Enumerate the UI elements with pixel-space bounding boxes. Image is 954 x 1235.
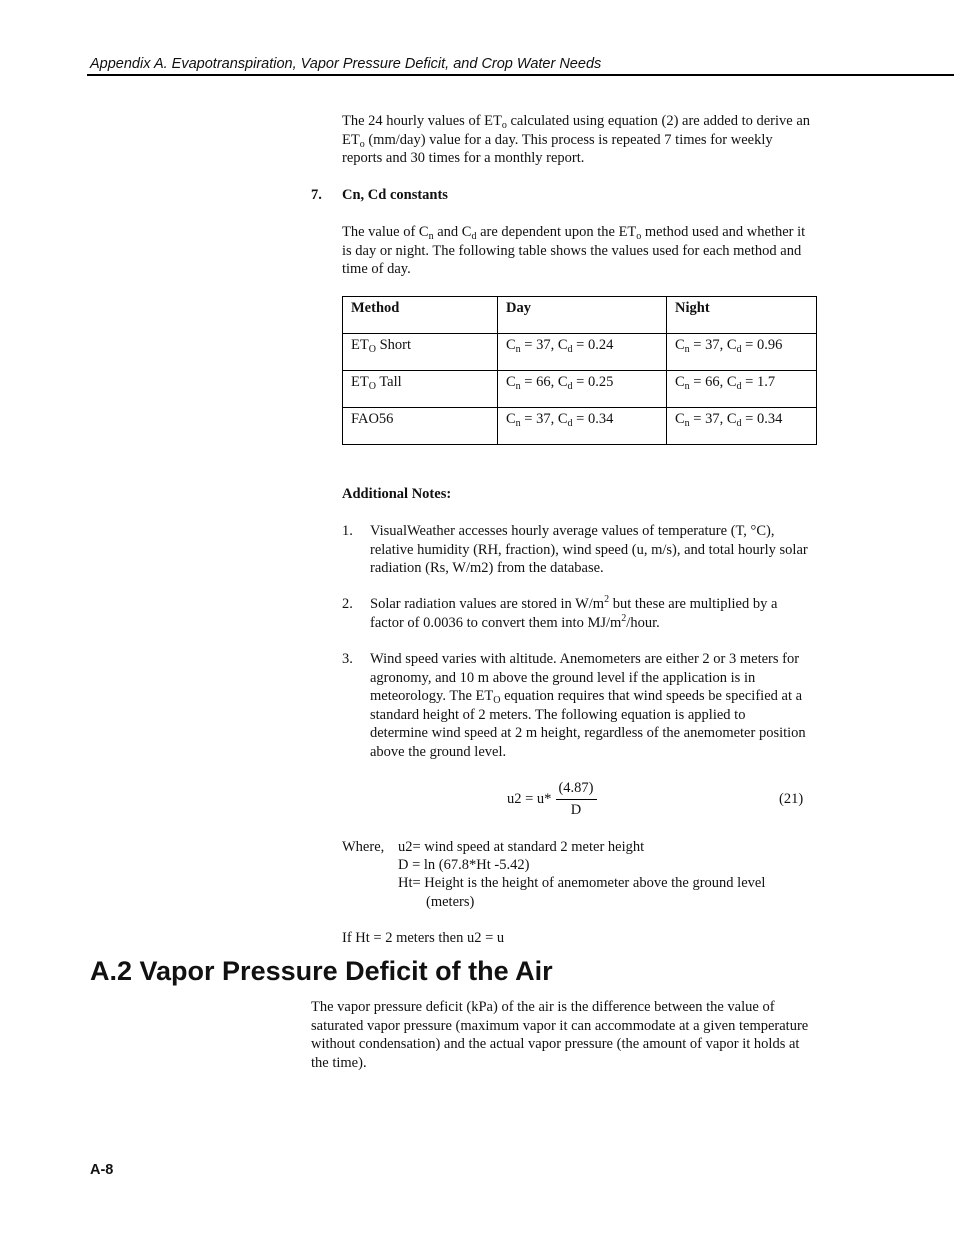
c-letter: C (675, 411, 685, 427)
if-line: If Ht = 2 meters then u2 = u (342, 930, 505, 946)
method-name: FAO56 (351, 411, 394, 427)
s7-text-d: method used and whether it is day or night. The following table shows the values used for each method and time of day. (342, 224, 806, 277)
c-letter: C (557, 337, 568, 353)
equals: = (741, 337, 757, 353)
equals: = (520, 337, 537, 353)
equation-lhs: u2 = u* (507, 791, 552, 807)
s7-text-c: are dependent upon the ET (476, 224, 637, 240)
intro-text-b: calculated using equation (2) are added to derive an ET (342, 113, 811, 148)
separator: , (719, 374, 727, 390)
header-rule (87, 74, 954, 76)
where-line-1: u2= wind speed at standard 2 meter height (398, 839, 645, 855)
note-2-text-a: Solar radiation values are stored in W/m (370, 596, 605, 612)
method-cell (343, 334, 498, 371)
day-cn: 37 (536, 411, 551, 427)
n-sub: n (515, 381, 521, 392)
n-sub: n (515, 418, 521, 429)
equals: = (572, 411, 588, 427)
table-header-row (343, 297, 817, 334)
night-cd: 1.7 (756, 374, 776, 390)
c-letter: C (557, 411, 568, 427)
n-sub: n (684, 418, 690, 429)
c-letter: C (557, 374, 568, 390)
table-row (343, 371, 817, 408)
d-sub: d (736, 418, 742, 429)
intro-text-c: (mm/day) value for a day. This process is repeated 7 times for weekly reports and 30 times for a monthly report. (342, 131, 773, 166)
equals: = (572, 337, 588, 353)
night-cell (667, 334, 817, 371)
n-sub: n (684, 344, 690, 355)
day-cd: 0.25 (587, 374, 614, 390)
night-cn: 37 (705, 411, 720, 427)
note-2-text (370, 595, 810, 632)
c-letter: C (506, 374, 516, 390)
equals: = (520, 411, 537, 427)
method-suffix: Short (375, 337, 411, 353)
separator: , (550, 374, 558, 390)
equation-denominator: D (570, 802, 582, 818)
note-2-number: 2. (342, 596, 353, 612)
equation-numerator: (4.87) (558, 780, 594, 796)
note-3-sub: O (493, 695, 501, 706)
method-suffix: Tall (375, 374, 402, 390)
intro-text-a: The 24 hourly values of ET (342, 113, 502, 129)
separator: , (719, 411, 727, 427)
notes-title: Additional Notes: (342, 486, 452, 502)
day-cd: 0.34 (587, 411, 614, 427)
c-letter: C (675, 337, 685, 353)
night-cn: 66 (705, 374, 720, 390)
s7-sub-1: n (428, 231, 434, 242)
note-2-sup-2: 2 (621, 612, 627, 624)
section-7-paragraph (342, 223, 812, 279)
section-7-title: Cn, Cd constants (342, 187, 448, 203)
fraction-bar (556, 799, 597, 800)
equals: = (689, 374, 706, 390)
equals: = (689, 411, 706, 427)
note-3-text (370, 650, 806, 761)
n-sub: n (684, 381, 690, 392)
equals: = (520, 374, 537, 390)
note-3-number: 3. (342, 651, 353, 667)
day-cell (498, 334, 667, 371)
night-cn: 37 (705, 337, 720, 353)
d-sub: d (736, 344, 742, 355)
d-sub: d (736, 381, 742, 392)
note-2-text-c: /hour. (626, 614, 660, 631)
day-cell (498, 371, 667, 408)
section-a2-title: A.2 Vapor Pressure Deficit of the Air (90, 956, 553, 986)
note-1-number: 1. (342, 523, 353, 539)
where-line-4: (meters) (426, 894, 475, 910)
table-row (343, 334, 817, 371)
method-sub: O (368, 381, 376, 392)
method-cell (343, 408, 498, 445)
day-cn: 37 (536, 337, 551, 353)
separator: , (550, 337, 558, 353)
equation-number: (21) (779, 791, 804, 807)
equals: = (741, 374, 757, 390)
intro-sub-1: o (501, 120, 507, 131)
d-sub: d (567, 381, 573, 392)
equals: = (689, 337, 706, 353)
equals: = (741, 411, 757, 427)
night-cd: 0.34 (756, 411, 783, 427)
intro-paragraph (342, 112, 812, 168)
where-line-3: Ht= Height is the height of anemometer above the ground level (398, 875, 766, 891)
method-sub: O (368, 344, 376, 355)
c-letter: C (506, 337, 516, 353)
intro-sub-2: o (359, 138, 365, 150)
separator: , (550, 411, 558, 427)
note-3-text-a: Wind speed varies with altitude. Anemometers are either 2 or 3 meters for agronomy, and 10 m above the ground level if the application is in meteorology. The ET (370, 651, 800, 704)
method-name: ET (351, 337, 369, 353)
method-cell (343, 371, 498, 408)
note-3-text-b: equation requires that wind speeds be specified at a standard height of 2 meters. The following equation is applied to determine wind speed at 2 m height, regardless of the anemometer position above the ground level. (370, 688, 806, 760)
day-cell (498, 408, 667, 445)
d-sub: d (567, 418, 573, 429)
running-header: Appendix A. Evapotranspiration, Vapor Pressure Deficit, and Crop Water Needs (90, 56, 602, 72)
c-letter: C (506, 411, 516, 427)
header-method: Method (343, 297, 498, 334)
c-letter: C (726, 337, 737, 353)
table-row (343, 408, 817, 445)
header-day: Day (498, 297, 667, 334)
section-7-number: 7. (311, 187, 322, 203)
separator: , (719, 337, 727, 353)
where-line-2: D = ln (67.8*Ht -5.42) (398, 857, 530, 873)
where-label: Where, (342, 839, 385, 855)
note-1-text: VisualWeather accesses hourly average values of temperature (T, °C), relative humidity (RH, fraction), wind speed (u, m/s), and total hourly solar radiation (Rs, W/m2) from the database. (370, 523, 808, 576)
night-cd: 0.96 (756, 337, 783, 353)
constants-table (342, 296, 817, 445)
method-name: ET (351, 374, 369, 390)
night-cell (667, 408, 817, 445)
header-night: Night (667, 297, 817, 334)
page-number: A-8 (90, 1162, 114, 1178)
day-cn: 66 (536, 374, 551, 390)
s7-text-a: The value of C (342, 224, 429, 240)
c-letter: C (675, 374, 685, 390)
d-sub: d (567, 344, 573, 355)
n-sub: n (515, 344, 521, 355)
night-cell (667, 371, 817, 408)
c-letter: C (726, 374, 737, 390)
s7-sub-3: o (636, 231, 642, 242)
day-cd: 0.24 (587, 337, 614, 353)
section-a2-paragraph: The vapor pressure deficit (kPa) of the air is the difference between the value of saturated vapor pressure (maximum vapor it can accommodate at a given temperature without condensation) and the actual vapor pressure (the amount of vapor it holds at the time). (311, 999, 809, 1071)
note-2-sup-1: 2 (604, 594, 610, 605)
s7-text-b: and C (433, 224, 472, 240)
note-2-text-b: but these are multiplied by a factor of 0.0036 to convert them into MJ/m (370, 596, 778, 631)
s7-sub-2: d (471, 231, 477, 242)
c-letter: C (726, 411, 737, 427)
equals: = (572, 374, 588, 390)
